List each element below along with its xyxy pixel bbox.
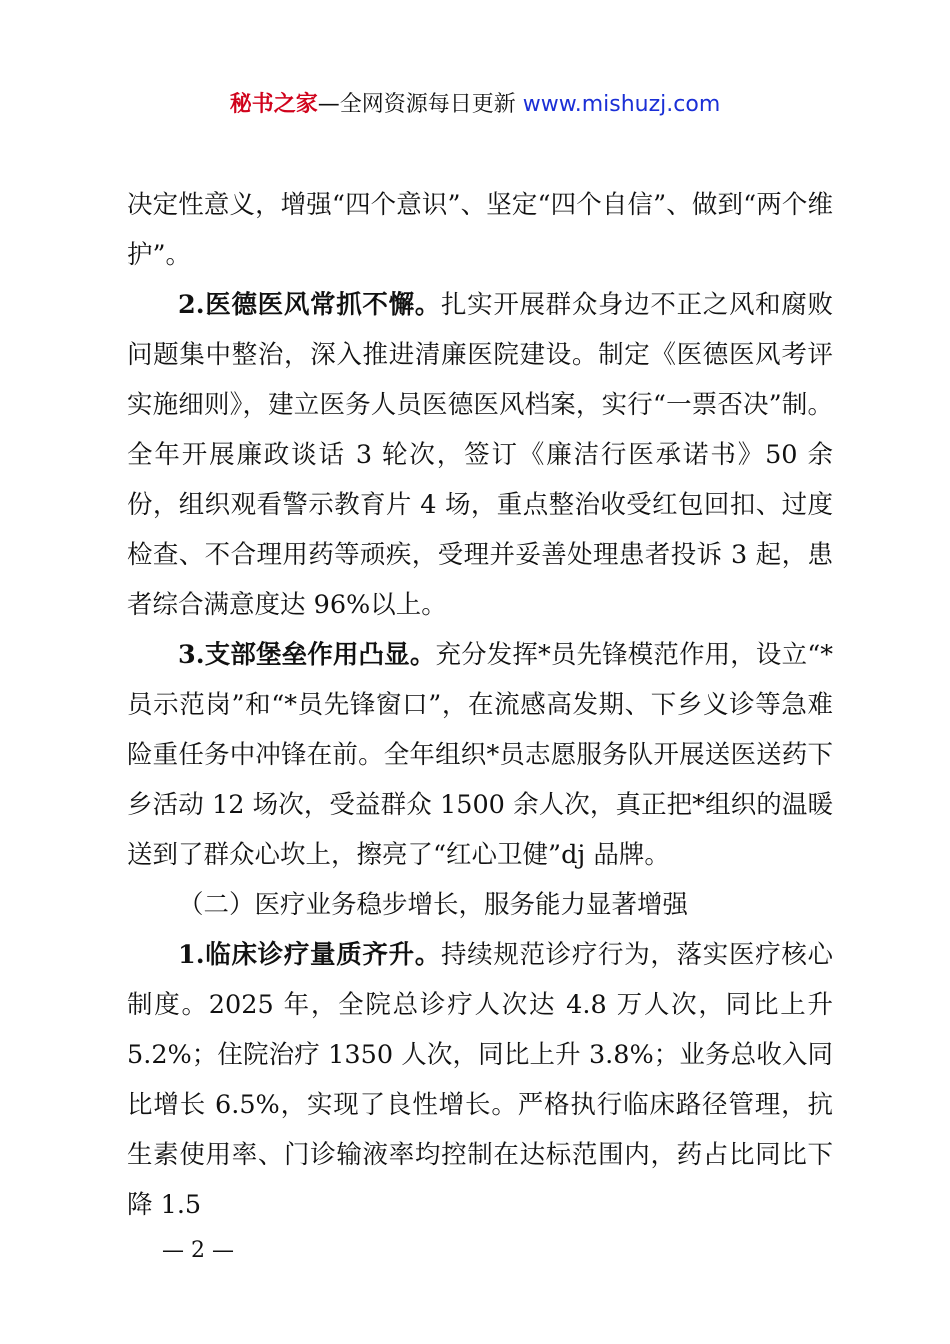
site-header-banner (0, 88, 950, 122)
paragraph-branch-role (127, 630, 833, 880)
paragraph-lead-clinical: 1.临床诊疗量质齐升。 (178, 940, 441, 970)
brand-name: 秘书之家 (229, 92, 318, 117)
header-dash: — (317, 92, 340, 117)
site-url-link[interactable]: www.mishuzj.com (522, 92, 721, 117)
paragraph-lead-branch-role: 3.支部堡垒作用凸显。 (178, 640, 436, 670)
header-tagline: 全网资源每日更新 (339, 92, 516, 117)
paragraph-text-medical-ethics: 扎实开展群众身边不正之风和腐败问题集中整治，深入推进清廉医院建设。制定《医德医风考评实施细则》，建立医务人员医德医风档案，实行“一票否决”制。全年开展廉政谈话 3 轮次，签订《廉洁行医承诺书》50 余份，组织观看警示教育片 4 场，重点整治收受红包回扣、过度检查、不合理用药等顽疾，受理并妥善处理患者投诉 3 起，患者综合满意度达 96%以上。 (127, 290, 833, 620)
paragraph-text-branch-role: 充分发挥*员先锋模范作用，设立“*员示范岗”和“*员先锋窗口”，在流感高发期、下乡义诊等急难险重任务中冲锋在前。全年组织*员志愿服务队开展送医送药下乡活动 12 场次，受益群众 1500 余人次，真正把*组织的温暖送到了群众心坎上，擦亮了“红心卫健”dj 品牌。 (127, 640, 833, 870)
paragraph-text-clinical: 持续规范诊疗行为，落实医疗核心制度。2025 年，全院总诊疗人次达 4.8 万人次，同比上升 5.2%；住院治疗 1350 人次，同比上升 3.8%；业务总收入同比增长 6.5%，实现了良性增长。严格执行临床路径管理，抗生素使用率、门诊输液率均控制在达标范围内，药占比同比下降 1.5 (127, 940, 833, 1220)
paragraph-continuation: 决定性意义，增强“四个意识”、坚定“四个自信”、做到“两个维护”。 (127, 190, 833, 270)
paragraph-clinical (127, 930, 833, 1230)
paragraph-medical-ethics (127, 280, 833, 630)
section-heading: （二）医疗业务稳步增长，服务能力显著增强 (178, 890, 689, 920)
page-number: — 2 — (162, 1238, 234, 1263)
document-body (127, 180, 833, 1230)
paragraph-lead-medical-ethics: 2.医德医风常抓不懈。 (178, 290, 441, 320)
